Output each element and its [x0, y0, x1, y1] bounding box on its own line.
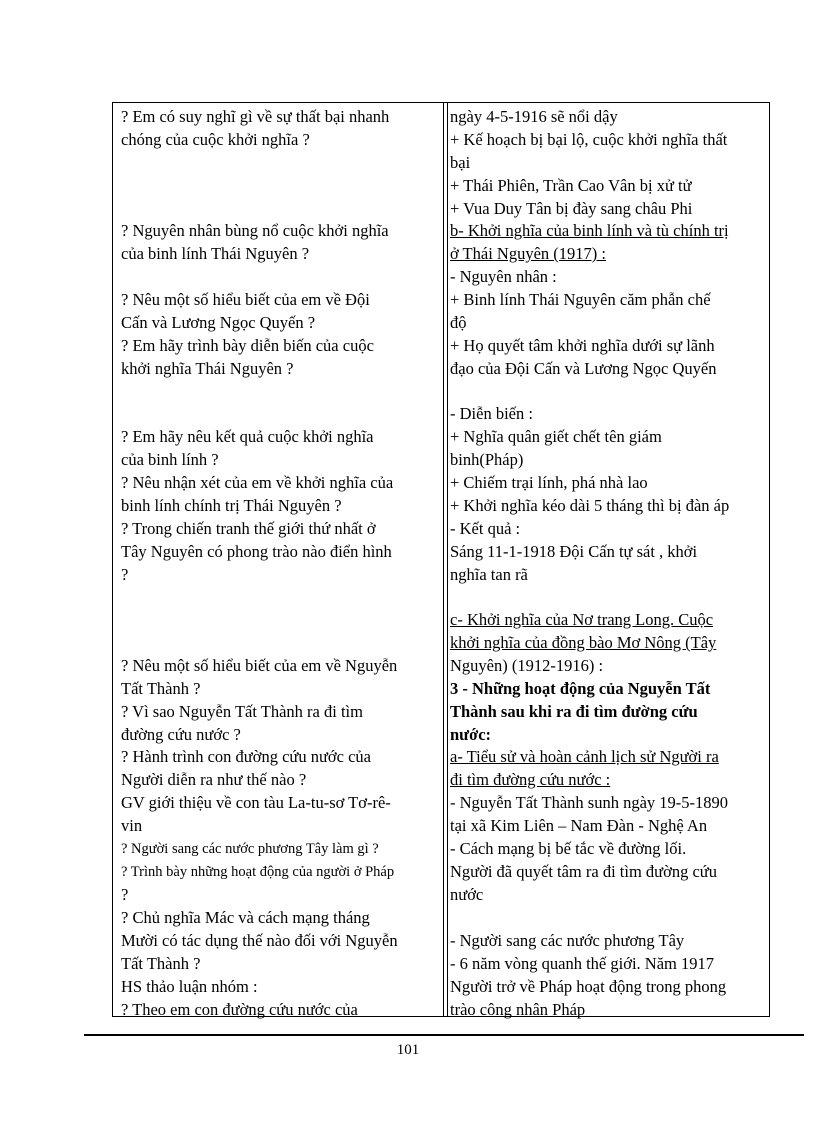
left-line: ? Nêu nhận xét của em về khởi nghĩa của: [121, 473, 394, 492]
section-heading: ở Thái Nguyên (1917) :: [450, 244, 606, 263]
left-line: Tây Nguyên có phong trào nào điển hình: [121, 542, 392, 561]
left-line: Người diễn ra như thế nào ?: [121, 770, 307, 789]
left-line: ? Hành trình con đường cứu nước của: [121, 747, 371, 766]
left-line: ? Nguyên nhân bùng nổ cuộc khởi nghĩa: [121, 221, 389, 240]
right-line: + Khởi nghĩa kéo dài 5 tháng thì bị đàn áp: [450, 496, 730, 515]
right-line: Nguyên) (1912-1916) :: [450, 656, 604, 675]
right-line: - Nguyên nhân :: [450, 267, 557, 286]
right-line: - Nguyễn Tất Thành sunh ngày 19-5-1890: [450, 793, 729, 812]
right-line: + Họ quyết tâm khởi nghĩa dưới sự lãnh: [450, 336, 715, 355]
left-line: Tất Thành ?: [121, 679, 201, 698]
left-line: Mười có tác dụng thế nào đối với Nguyễn: [121, 931, 398, 950]
left-line: khởi nghĩa Thái Nguyên ?: [121, 359, 294, 378]
section-title: nước:: [450, 725, 492, 744]
right-line: độ: [450, 313, 467, 332]
page-number: 101: [396, 1042, 420, 1058]
left-line: Cấn và Lương Ngọc Quyến ?: [121, 313, 316, 332]
right-line: + Vua Duy Tân bị đày sang châu Phi: [450, 199, 693, 218]
right-line: bại: [450, 153, 471, 172]
left-line: của binh lính Thái Nguyên ?: [121, 244, 310, 263]
section-heading: b- Khởi nghĩa của binh lính và tù chính trị: [450, 221, 729, 240]
section-title: 3 - Những hoạt động của Nguyễn Tất: [450, 679, 711, 698]
left-line: vin: [121, 816, 143, 835]
left-line: ? Chủ nghĩa Mác và cách mạng tháng: [121, 908, 370, 927]
left-line: ? Người sang các nước phương Tây làm gì ?: [121, 841, 379, 857]
left-line: ? Vì sao Nguyễn Tất Thành ra đi tìm: [121, 702, 363, 721]
right-line: - Diễn biến :: [450, 404, 533, 423]
left-line: ? Em có suy nghĩ gì về sự thất bại nhanh: [121, 107, 390, 126]
left-line: binh lính chính trị Thái Nguyên ?: [121, 496, 342, 515]
left-line: ? Trình bày những hoạt động của người ở Pháp: [121, 864, 395, 880]
left-line: HS thảo luận nhóm :: [121, 977, 258, 996]
left-line: ? Theo em con đường cứu nước của: [121, 1000, 358, 1019]
right-line: + Nghĩa quân giết chết tên giám: [450, 427, 662, 446]
right-line: - Kết quả :: [450, 519, 521, 538]
right-line: ngày 4-5-1916 sẽ nổi dậy: [450, 107, 618, 126]
right-line: + Chiếm trại lính, phá nhà lao: [450, 473, 648, 492]
left-line: của binh lính ?: [121, 450, 219, 469]
right-line: + Binh lính Thái Nguyên căm phẫn chế: [450, 290, 711, 309]
footer-rule: [84, 1034, 804, 1036]
section-heading: c- Khởi nghĩa của Nơ trang Long. Cuộc: [450, 610, 714, 629]
right-line: nghĩa tan rã: [450, 565, 528, 584]
right-line: Sáng 11-1-1918 Đội Cấn tự sát , khởi: [450, 542, 698, 561]
right-line: - Người sang các nước phương Tây: [450, 931, 685, 950]
section-heading: khởi nghĩa của đồng bào Mơ Nông (Tây: [450, 633, 717, 652]
right-line: trào công nhân Pháp: [450, 1000, 586, 1019]
right-line: + Kế hoạch bị bại lộ, cuộc khởi nghĩa thất: [450, 130, 728, 149]
left-line: ?: [121, 885, 129, 904]
left-line: ? Em hãy trình bày diễn biến của cuộc: [121, 336, 374, 355]
left-line: ?: [121, 565, 129, 584]
left-line: ? Em hãy nêu kết quả cuộc khởi nghĩa: [121, 427, 374, 446]
right-line: đạo của Đội Cấn và Lương Ngọc Quyến: [450, 359, 717, 378]
right-line: + Thái Phiên, Trần Cao Vân bị xử tử: [450, 176, 692, 195]
left-line: chóng của cuộc khởi nghĩa ?: [121, 130, 310, 149]
right-line: - Cách mạng bị bế tắc về đường lối.: [450, 839, 687, 858]
left-line: ? Nêu một số hiểu biết của em về Nguyễn: [121, 656, 398, 675]
right-line: Người trở về Pháp hoạt động trong phong: [450, 977, 727, 996]
right-line: binh(Pháp): [450, 450, 524, 469]
right-line: tại xã Kim Liên – Nam Đàn - Nghệ An: [450, 816, 708, 835]
section-title: Thành sau khi ra đi tìm đường cứu: [450, 702, 698, 721]
left-line: ? Nêu một số hiểu biết của em về Đội: [121, 290, 370, 309]
column-divider: [443, 103, 448, 1016]
lesson-table: [112, 102, 770, 1017]
left-line: đường cứu nước ?: [121, 725, 241, 744]
right-line: - 6 năm vòng quanh thế giới. Năm 1917: [450, 954, 714, 973]
left-line: ? Trong chiến tranh thế giới thứ nhất ở: [121, 519, 376, 538]
right-line: Người đã quyết tâm ra đi tìm đường cứu: [450, 862, 717, 881]
section-heading: a- Tiểu sử và hoàn cảnh lịch sử Người ra: [450, 747, 719, 766]
section-heading: đi tìm đường cứu nước :: [450, 770, 611, 789]
left-line: GV giới thiệu về con tàu La-tu-sơ Tơ-rê-: [121, 793, 391, 812]
right-line: nước: [450, 885, 484, 904]
left-line: Tất Thành ?: [121, 954, 201, 973]
